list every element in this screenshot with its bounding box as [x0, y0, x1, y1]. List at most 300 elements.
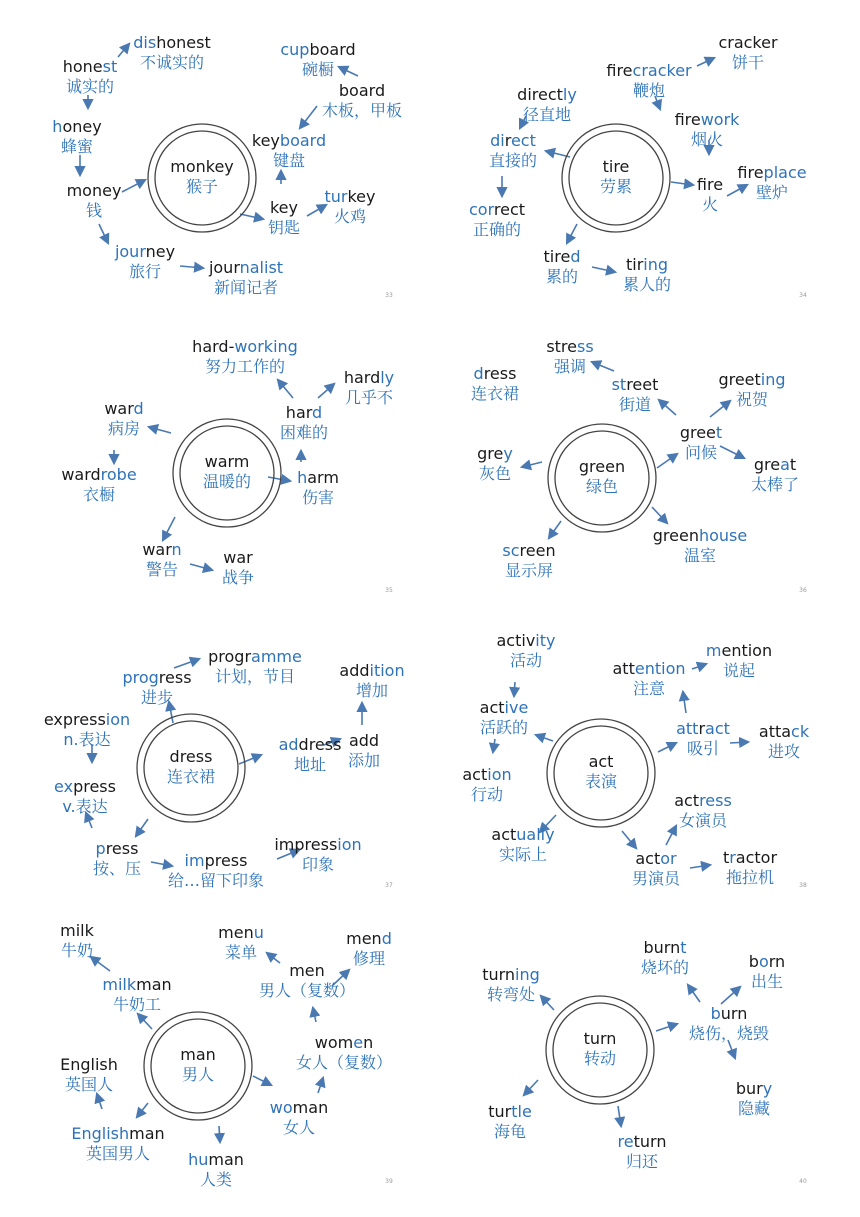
highlighted-letters: nalist [239, 258, 284, 277]
english-word-green [579, 457, 625, 476]
arrow-connector [549, 521, 561, 538]
panel-34 [469, 33, 807, 299]
plain-letters: war [142, 540, 172, 559]
word-node [606, 61, 692, 100]
highlighted-letters: ex [54, 777, 74, 796]
english-word-active [480, 698, 529, 717]
plain-letters: tur [488, 1102, 512, 1121]
plain-letters: atta [758, 722, 792, 741]
english-word-firecracker [606, 61, 692, 80]
english-word-address [279, 735, 342, 754]
plain-letters: stre [546, 337, 578, 356]
plain-letters: honest [156, 33, 211, 52]
highlighted-letters: robe [100, 465, 137, 484]
highlighted-letters: ck [791, 722, 810, 741]
english-word-actress [674, 791, 732, 810]
arrow-connector [524, 1080, 538, 1095]
chinese-meaning: 烟火 [690, 130, 724, 149]
plain-letters: att [612, 659, 635, 678]
highlighted-letters: amme [251, 647, 302, 666]
arrow-connector [122, 180, 145, 192]
page-number: 37 [385, 882, 393, 889]
highlighted-letters: place [763, 163, 807, 182]
english-word-tiring [626, 255, 668, 274]
chinese-meaning: 计划，节目 [214, 667, 296, 686]
plain-letters: turn [583, 1029, 617, 1048]
plain-letters: tire [602, 157, 630, 176]
arrow-connector [149, 427, 171, 433]
word-node [623, 255, 671, 294]
arrow-connector [567, 224, 577, 243]
center-word [584, 1029, 617, 1068]
chinese-meaning: 新闻记者 [213, 278, 279, 297]
chinese-meaning: 印象 [301, 855, 335, 874]
plain-letters: tire [543, 247, 571, 266]
highlighted-letters: att [676, 719, 699, 738]
word-node [93, 839, 141, 878]
word-node [706, 641, 772, 680]
english-word-human [188, 1150, 244, 1169]
chinese-meaning: 劳累 [599, 177, 633, 196]
highlighted-letters: m [705, 641, 722, 660]
english-word-hard [286, 403, 322, 422]
english-word-impress [185, 851, 248, 870]
arrow-connector [710, 401, 730, 417]
highlighted-letters: tle [511, 1102, 532, 1121]
word-node [462, 765, 511, 804]
word-node [544, 247, 581, 286]
plain-letters: arm [307, 468, 339, 487]
highlighted-letters: ad [278, 735, 299, 754]
word-node [280, 40, 355, 79]
english-word-ward [104, 399, 143, 418]
word-node [252, 131, 326, 170]
plain-letters: rect [493, 200, 526, 219]
chinese-meaning: 英国男人 [85, 1144, 151, 1163]
word-node [344, 368, 394, 407]
word-node [502, 541, 555, 580]
plain-letters: money [66, 181, 122, 200]
arrow-connector [136, 819, 148, 836]
chinese-meaning: 增加 [355, 681, 389, 700]
word-node [104, 399, 143, 438]
arrow-connector [683, 692, 686, 713]
page-number: 35 [385, 587, 393, 594]
word-node [122, 668, 191, 707]
arrow-connector [656, 1024, 677, 1031]
plain-letters: man [129, 1124, 165, 1143]
english-word-harm [297, 468, 339, 487]
highlighted-letters: ress [699, 791, 732, 810]
word-node [612, 375, 659, 414]
chinese-meaning: 木板，甲板 [321, 101, 403, 120]
arrow-connector [174, 659, 199, 668]
highlighted-letters: act [705, 719, 730, 738]
highlighted-letters: e [353, 1033, 364, 1052]
highlighted-letters: house [698, 526, 748, 545]
highlighted-letters: ion [105, 710, 131, 729]
highlighted-letters: p [95, 839, 106, 858]
chinese-meaning: 径直地 [522, 105, 572, 124]
english-word-actor [635, 849, 677, 868]
chinese-meaning: 表演 [584, 772, 618, 791]
highlighted-letters: r [729, 848, 736, 867]
english-word-stress [546, 337, 593, 356]
chinese-meaning: 女演员 [678, 811, 728, 830]
word-node [218, 923, 264, 962]
word-node [674, 791, 732, 830]
chinese-meaning: 壁炉 [755, 183, 789, 202]
chinese-meaning: 街道 [618, 395, 652, 414]
highlighted-letters: ion [487, 765, 512, 784]
plain-letters: add [348, 731, 380, 750]
chinese-meaning: 碗橱 [301, 60, 335, 79]
chinese-meaning: 显示屏 [504, 561, 554, 580]
word-node [67, 181, 122, 220]
plain-letters: act [462, 765, 488, 784]
plain-letters: monkey [170, 157, 234, 176]
plain-letters: hard- [192, 337, 235, 356]
english-word-turn [584, 1029, 617, 1048]
page-number: 33 [385, 292, 393, 299]
english-word-correct [469, 200, 525, 219]
plain-letters: man [208, 1150, 244, 1169]
plain-letters: actor [735, 848, 778, 867]
plain-letters: b [748, 952, 759, 971]
arrow-connector [118, 44, 129, 57]
english-word-express [54, 777, 116, 796]
plain-letters: ward [61, 465, 101, 484]
word-node [63, 57, 118, 96]
english-word-firework [675, 110, 741, 129]
english-word-women [315, 1033, 373, 1052]
plain-letters: ress [105, 839, 139, 858]
plain-letters: milk [60, 921, 94, 940]
english-word-board [339, 81, 385, 100]
word-node [489, 131, 537, 170]
plain-letters: oney [62, 117, 102, 136]
highlighted-letters: milk [102, 975, 137, 994]
plain-letters: urn [720, 1004, 748, 1023]
highlighted-letters: cor [468, 200, 494, 219]
chinese-meaning: 钥匙 [267, 218, 301, 237]
plain-letters: man [180, 1045, 216, 1064]
english-word-honey [52, 117, 101, 136]
arrow-connector [652, 507, 667, 523]
highlighted-letters: tur [324, 187, 348, 206]
plain-letters: fire [606, 61, 633, 80]
word-node [280, 403, 328, 442]
english-word-menu [218, 923, 264, 942]
arrow-connector [138, 1014, 152, 1029]
chinese-meaning: v.表达 [62, 797, 108, 816]
chinese-meaning: 注意 [632, 679, 666, 698]
english-word-dress [474, 364, 517, 383]
arrow-connector [692, 664, 706, 669]
word-node [517, 85, 577, 124]
arrow-connector [318, 1078, 323, 1093]
center-word [170, 157, 234, 196]
word-node [632, 849, 681, 888]
english-word-impression [274, 835, 361, 854]
chinese-meaning: 病房 [107, 419, 141, 438]
highlighted-letters: prog [122, 668, 159, 687]
english-word-mend [346, 929, 392, 948]
arrow-connector [307, 205, 326, 216]
chinese-meaning: 出生 [750, 972, 784, 991]
plain-letters: express [43, 710, 106, 729]
highlighted-letters: ing [515, 965, 540, 984]
english-word-addition [339, 661, 404, 680]
word-node [641, 938, 689, 977]
english-word-warm [205, 452, 250, 471]
center-word [167, 747, 215, 786]
english-word-greet [680, 423, 722, 442]
word-node [497, 631, 556, 670]
highlighted-letters: ly [380, 368, 395, 387]
chinese-meaning: 猴子 [185, 177, 219, 196]
plain-letters: men [289, 961, 325, 980]
highlighted-letters: cup [280, 40, 310, 59]
plain-letters: ention [721, 641, 773, 660]
english-word-add [349, 731, 379, 750]
word-node [54, 777, 116, 816]
chinese-meaning: 按、压 [92, 859, 142, 878]
plain-letters: t [789, 455, 797, 474]
plain-letters: key [347, 187, 376, 206]
word-node [133, 33, 210, 72]
word-node [268, 198, 300, 237]
word-node [270, 1098, 328, 1137]
highlighted-letters: ing [643, 255, 669, 274]
english-word-direct [490, 131, 536, 150]
plain-letters: wom [314, 1033, 354, 1052]
chinese-meaning: 归还 [625, 1152, 659, 1171]
word-node [488, 1102, 532, 1141]
chinese-meaning: 火鸡 [333, 207, 367, 226]
english-word-grey [477, 444, 513, 463]
english-word-cupboard [280, 40, 355, 59]
english-word-milk [60, 921, 94, 940]
english-word-greenhouse [653, 526, 747, 545]
page-number: 39 [385, 1178, 393, 1185]
plain-letters: fire [737, 163, 764, 182]
highlighted-letters: ive [504, 698, 529, 717]
word-node [102, 975, 171, 1014]
plain-letters: turn [633, 1132, 667, 1151]
center-word [579, 457, 625, 496]
chinese-meaning: 祝贺 [735, 390, 769, 409]
word-node [546, 337, 593, 376]
english-word-bury [736, 1079, 772, 1098]
english-word-return [618, 1132, 667, 1151]
plain-letters: hone [62, 57, 103, 76]
arrow-connector [514, 682, 515, 696]
chinese-meaning: 烧坏的 [640, 958, 690, 977]
english-word-attack [759, 722, 810, 741]
center-word [600, 157, 632, 196]
highlighted-letters: re [617, 1132, 634, 1151]
center-word [585, 752, 619, 791]
highlighted-letters: board [279, 131, 327, 150]
highlighted-letters: di [490, 131, 505, 150]
plain-letters: press [204, 851, 248, 870]
plain-letters: ress [483, 364, 517, 383]
highlighted-letters: t [715, 423, 723, 442]
chinese-meaning: 英国人 [64, 1075, 114, 1094]
chinese-meaning: 男演员 [631, 869, 681, 888]
highlighted-letters: ion [337, 835, 362, 854]
arrow-connector [267, 953, 280, 963]
chinese-meaning: n.表达 [63, 730, 111, 749]
word-node [618, 1132, 667, 1171]
word-node [114, 242, 175, 281]
plain-letters: tir [625, 255, 644, 274]
english-word-activity [497, 631, 556, 650]
plain-letters: add [339, 661, 370, 680]
chinese-meaning: 战争 [221, 568, 255, 587]
arrow-connector [163, 517, 175, 540]
plain-letters: board [309, 40, 356, 59]
plain-letters: green [652, 526, 699, 545]
highlighted-letters: a [780, 455, 790, 474]
word-node [60, 1055, 118, 1094]
chinese-meaning: 不诚实的 [139, 53, 205, 72]
english-word-english [60, 1055, 118, 1074]
word-node [188, 1150, 244, 1189]
plain-letters: man [136, 975, 172, 994]
english-word-tractor [723, 848, 778, 867]
chinese-meaning: 键盘 [272, 151, 306, 170]
plain-letters: dress [298, 735, 342, 754]
highlighted-letters: st [611, 375, 627, 394]
english-word-fireplace [737, 163, 806, 182]
english-word-programme [208, 647, 302, 666]
arrow-connector [240, 214, 263, 219]
word-node [346, 929, 392, 968]
highlighted-letters: o [758, 952, 769, 971]
highlighted-letters: work [700, 110, 740, 129]
arrow-connector [318, 384, 334, 398]
panel-33 [52, 33, 402, 299]
plain-letters: man [292, 1098, 329, 1117]
highlighted-letters: ing [760, 370, 786, 389]
highlighted-letters: t [680, 938, 687, 957]
panel-39 [60, 921, 393, 1189]
chinese-meaning: 衣橱 [82, 485, 116, 504]
word-node [723, 848, 778, 887]
panel-38 [462, 631, 809, 889]
english-word-journey [114, 242, 175, 261]
chinese-meaning: 添加 [347, 751, 381, 770]
english-word-men [289, 961, 325, 980]
chinese-meaning: 男人 [181, 1065, 215, 1084]
arrow-connector [253, 1076, 271, 1085]
highlighted-letters: ect [510, 131, 536, 150]
plain-letters: n [363, 1033, 374, 1052]
plain-letters: act [491, 825, 517, 844]
page-number: 40 [799, 1178, 807, 1185]
plain-letters: English [60, 1055, 118, 1074]
plain-letters: act [588, 752, 614, 771]
arrow-connector [671, 182, 693, 185]
arrow-connector [339, 67, 358, 76]
plain-letters: bur [735, 1079, 763, 1098]
word-node [613, 659, 686, 698]
arrow-connector [300, 106, 317, 128]
highlighted-letters: u [253, 923, 264, 942]
english-word-attention [613, 659, 686, 678]
highlighted-letters: hu [188, 1150, 209, 1169]
arrow-connector [278, 380, 293, 398]
word-node [71, 1124, 164, 1163]
chinese-meaning: 绿色 [585, 477, 619, 496]
highlighted-letters: wo [269, 1098, 293, 1117]
chinese-meaning: 努力工作的 [204, 357, 286, 376]
english-word-englishman [71, 1124, 164, 1143]
highlighted-letters: h [52, 117, 63, 136]
chinese-meaning: 进步 [140, 688, 174, 707]
arrow-connector [720, 446, 744, 458]
english-word-street [612, 375, 659, 394]
arrow-connector [657, 454, 677, 468]
highlighted-letters: d [381, 929, 392, 948]
english-word-great [754, 455, 796, 474]
english-word-expression [44, 710, 130, 729]
chinese-meaning: 正确的 [472, 220, 522, 239]
chinese-meaning: 牛奶 [60, 941, 94, 960]
center-word [203, 452, 251, 491]
chinese-meaning: 修理 [352, 949, 386, 968]
chinese-meaning: 活动 [509, 651, 543, 670]
chinese-meaning: 累人的 [622, 275, 672, 294]
highlighted-letters: sc [502, 541, 520, 560]
english-word-turtle [488, 1102, 532, 1121]
highlighted-letters: d [473, 364, 484, 383]
arrow-connector [592, 362, 614, 371]
english-word-war [223, 548, 253, 567]
plain-letters: act [479, 698, 505, 717]
english-word-money [67, 181, 122, 200]
plain-letters: press [73, 777, 116, 796]
highlighted-letters: ention [634, 659, 686, 678]
arrow-connector [522, 462, 542, 467]
plain-letters: green [578, 457, 626, 476]
chinese-meaning: 直接的 [488, 151, 538, 170]
arrow-connector [622, 831, 636, 848]
highlighted-letters: jour [114, 242, 146, 261]
arrow-connector [721, 987, 740, 1004]
chinese-meaning: 问候 [684, 443, 718, 462]
english-word-man [180, 1045, 216, 1064]
chinese-meaning: 转动 [583, 1049, 617, 1068]
english-word-burn [711, 1004, 748, 1023]
plain-letters: board [338, 81, 386, 100]
arrow-connector [151, 862, 172, 866]
arrow-connector [659, 400, 676, 415]
chinese-meaning: 地址 [293, 755, 327, 774]
word-node [208, 647, 302, 686]
plain-letters: hard [343, 368, 381, 387]
chinese-meaning: 烧伤，烧毁 [688, 1024, 770, 1043]
page-number: 36 [799, 587, 807, 594]
english-word-press [96, 839, 139, 858]
plain-letters: dress [169, 747, 213, 766]
word-node [676, 719, 730, 758]
chinese-meaning: 拖拉机 [725, 868, 775, 887]
english-word-dishonest [133, 33, 210, 52]
arrow-connector [268, 477, 290, 481]
